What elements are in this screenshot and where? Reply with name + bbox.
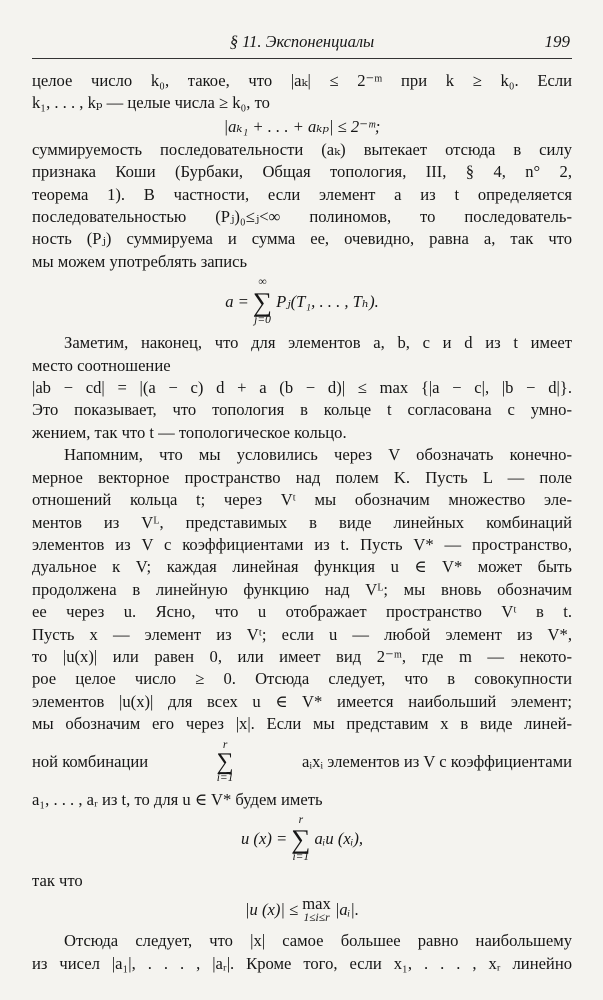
max-subscript: 1≤i≤r [303, 911, 330, 924]
running-header [32, 30, 572, 59]
sum-upper-limit: r [222, 738, 228, 751]
text-line: суммируемость последовательности (aₖ) вытекает отсюда в силу [32, 139, 572, 159]
text-fragment: ной комбинации [32, 751, 149, 771]
formula-inequality: |ab − cd| = |(a − c) d + a (b − d)| ≤ max {|a − c|, |b − d|}. [32, 378, 572, 398]
text-line: целое число k₀, такое, что |aₖ| ≤ 2⁻ᵐ при k ≥ k₀. Если [32, 71, 572, 90]
formula-rhs: Pⱼ(T₁, . . . , Tₕ). [276, 291, 379, 311]
text-line: теорема 1). В частности, если элемент a из t определяется [32, 184, 572, 204]
formula-rhs: aᵢu (xᵢ), [314, 829, 364, 849]
text-line: Заметим, наконец, что для элементов a, b, c и d из t имеет [64, 333, 572, 353]
text-line: из чисел |a₁|, . . . , |aᵣ|. Кроме того, если x₁, . . . , xᵣ линейно [32, 953, 572, 973]
page-body [32, 70, 572, 975]
text-fragment: aᵢxᵢ элементов из V с коэффициентами [302, 751, 572, 771]
text-line: ее через u. Ясно, что u отображает пространство Vᵗ в t. [32, 602, 572, 622]
text-line: место соотношение [32, 355, 171, 375]
text-line: дуальное к V; каждая линейная функция u ∈ V* может быть [32, 557, 572, 577]
text-line: ментов из Vᴸ, представимых в виде линейных комбинаций [32, 512, 572, 532]
text-line: продолжена в линейную функцию над Vᴸ; мы вновь обозначим [32, 579, 572, 599]
formula-sum-bound: |aₖ₁ + . . . + aₖₚ| ≤ 2⁻ᵐ; [223, 116, 381, 136]
max-operator [302, 896, 331, 924]
sum-lower-limit: i=1 [216, 772, 234, 785]
summation-symbol [291, 815, 310, 864]
sigma-glyph: ∑ [252, 286, 273, 317]
text-line: мы можем употреблять запись [32, 251, 248, 271]
text-line: признака Коши (Бурбаки, Общая топология, III, § 4, n° 2, [32, 162, 572, 182]
text-line: так что [32, 870, 83, 890]
text-line: k₁, . . . , kₚ — целые числа ≥ k₀, то [32, 93, 270, 113]
sigma-glyph: ∑ [291, 824, 311, 855]
formula-lhs: u (x) = [240, 829, 288, 849]
formula-linear-function [32, 815, 572, 864]
text-line: a₁, . . . , aᵣ из t, то для u ∈ V* будем иметь [32, 789, 323, 809]
page-number: 199 [544, 32, 570, 51]
formula-rhs: |aᵢ|. [334, 900, 360, 920]
text-line: мерное векторное пространство над полем K. Пусть L — поле [32, 467, 572, 487]
summation-symbol [253, 277, 272, 326]
text-line: Пусть x — элемент из Vᵗ; если u — любой элемент из V*, [32, 624, 572, 644]
formula-series [32, 277, 572, 326]
text-line: мы обозначим его через |x|. Если мы представим x в виде линей- [32, 714, 572, 734]
formula-lhs: |u (x)| ≤ [244, 900, 299, 920]
summation-symbol [217, 740, 234, 785]
section-title: § 11. Экспоненциалы [229, 32, 375, 51]
text-line: последовательностью (Pⱼ)₀≤ⱼ<∞ полиномов, то последователь- [32, 207, 572, 227]
text-line: Напомним, что мы условились через V обозначать конечно- [64, 445, 572, 465]
sum-lower-limit: j=0 [254, 313, 271, 326]
text-line: то |u(x)| или равен 0, или имеет вид 2⁻ᵐ, где m — некото- [32, 646, 572, 666]
text-line: элементов |u(x)| для всех u ∈ V* имеется наибольший элемент; [32, 691, 572, 711]
sum-upper-limit: ∞ [258, 276, 267, 289]
text-line: рое целое число ≥ 0. Отсюда следует, что в совокупности [32, 669, 572, 689]
text-line: жением, так что t — топологическое кольцо. [32, 422, 347, 442]
sum-lower-limit: i=1 [292, 851, 310, 864]
max-word: max [302, 894, 331, 914]
formula-max-bound [32, 896, 572, 924]
text-line: ность (Pⱼ) суммируема и сумма ее, очевидно, равна a, так что [32, 229, 572, 249]
formula-lhs: a = [225, 291, 249, 311]
sigma-glyph: ∑ [216, 749, 234, 776]
text-line: Это показывает, что топология в кольце t согласована с умно- [32, 400, 572, 420]
text-line-with-sum [32, 740, 572, 785]
text-line: элементов из V с коэффициентами из t. Пусть V* — пространство, [32, 534, 572, 554]
sum-upper-limit: r [298, 813, 304, 826]
text-line: отношений кольца t; через Vᵗ мы обозначим множество эле- [32, 490, 572, 510]
text-line: Отсюда следует, что |x| самое большее равно наибольшему [64, 931, 572, 951]
